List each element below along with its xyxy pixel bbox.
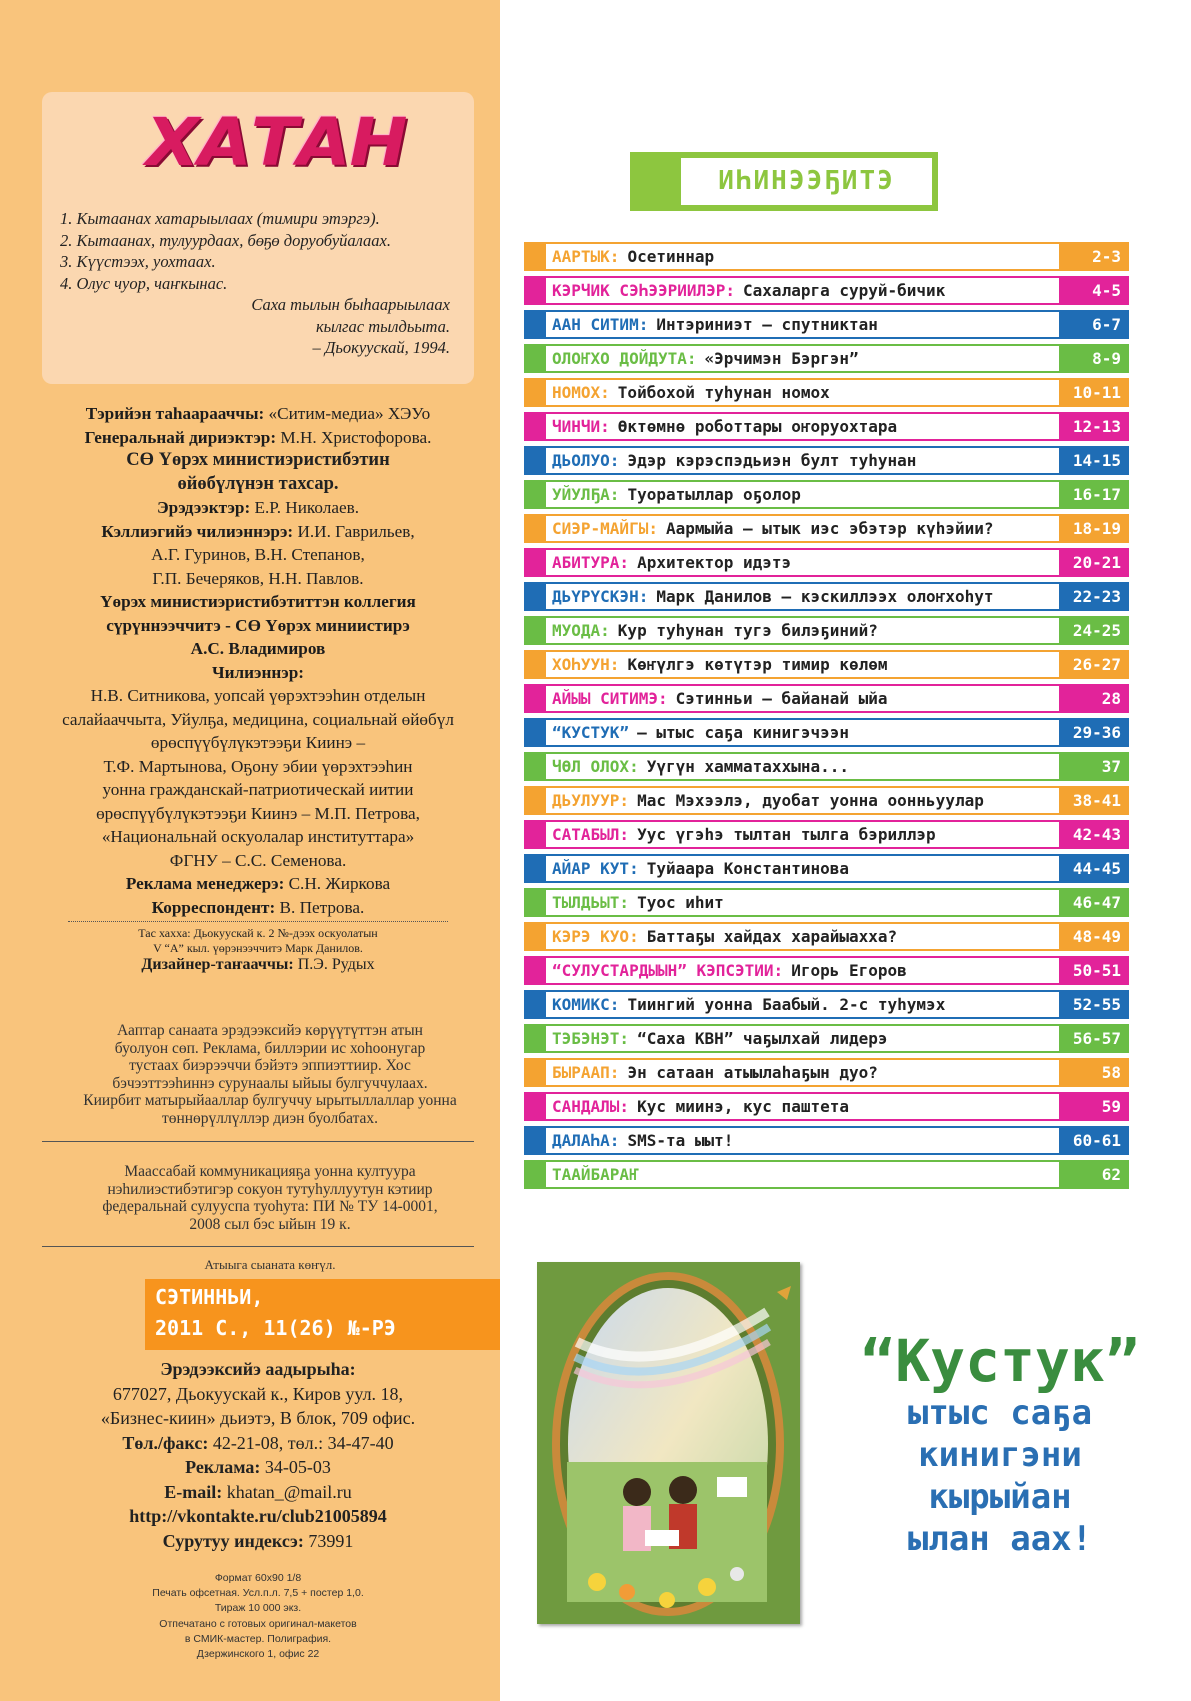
toc-section: ДАЛАҺА:	[552, 1131, 620, 1150]
toc-title: Туос иһит	[637, 893, 724, 912]
toc-row[interactable]	[524, 786, 1129, 815]
cover-note: Тас хахха: Дьокуускай к. 2 №-дээх оскуолатын	[138, 926, 378, 940]
print-imprint	[42, 1571, 474, 1662]
disclaimer-line: Киирбит матырыйааллар булгуччу ырытыллаллар уонна	[83, 1092, 457, 1109]
support-line: өйөбүлүнэн тахсар.	[177, 473, 339, 494]
toc-row[interactable]	[524, 650, 1129, 679]
toc-row[interactable]	[524, 446, 1129, 475]
table-of-contents	[524, 242, 1129, 1194]
toc-heading: ИҺИНЭЭҔИТЭ	[718, 166, 895, 196]
toc-row[interactable]	[524, 616, 1129, 645]
booklet-cover-image	[537, 1262, 800, 1624]
toc-row[interactable]	[524, 990, 1129, 1019]
toc-section: ТААЙБАРАҤ	[552, 1165, 639, 1184]
toc-title: “Саха КВН” чаҕылхай лидерэ	[637, 1029, 888, 1048]
promo-line: ылан аах!	[907, 1519, 1093, 1559]
disclaimer	[60, 1022, 480, 1127]
toc-pages: 50-51	[1059, 956, 1129, 985]
members-line: уонна гражданскай-патриотическай иитии	[102, 780, 414, 799]
dictionary-source: – Дьокуускай, 1994.	[312, 338, 450, 357]
definition: 1. Кытаанах хатарыылаах (тимири этэргэ).	[60, 209, 380, 228]
imprint-line: Формат 60х90 1/8	[214, 1572, 302, 1584]
staff-credits	[42, 402, 474, 975]
toc-section: ДЬОЛУО:	[552, 451, 620, 470]
imprint-line: Дзержинского 1, офис 22	[196, 1648, 320, 1661]
toc-title: Өктөмнө роботтары оҥоруохтара	[617, 417, 898, 436]
toc-section: САТАБЫЛ:	[552, 825, 630, 844]
toc-row[interactable]	[524, 480, 1129, 509]
toc-row[interactable]	[524, 752, 1129, 781]
toc-pages: 52-55	[1059, 990, 1129, 1019]
toc-section: БЫРААП:	[552, 1063, 620, 1082]
college-label: Кэллиэгийэ чилиэннэрэ:	[101, 521, 294, 541]
toc-pages: 62	[1059, 1160, 1129, 1189]
logo-box	[42, 92, 474, 384]
correspondent-value: В. Петрова.	[279, 897, 365, 917]
toc-row[interactable]	[524, 548, 1129, 577]
toc-row[interactable]	[524, 1024, 1129, 1053]
toc-pages: 38-41	[1059, 786, 1129, 815]
registration-line: 2008 сыл бэс ыйын 19 к.	[189, 1215, 351, 1233]
toc-pages: 16-17	[1059, 480, 1129, 509]
college-members: И.И. Гаврильев,	[297, 521, 415, 541]
toc-section: МУОДА:	[552, 621, 610, 640]
vk-link[interactable]: http://vkontakte.ru/club21005894	[129, 1506, 387, 1526]
imprint-line: Печать офсетная. Усл.п.л. 7,5 + постер 1,0.	[152, 1587, 364, 1600]
dotted-divider	[68, 921, 448, 922]
promo-line: кырыйан	[928, 1477, 1072, 1517]
toc-title: Кур туһунан тугэ билэҕиний?	[617, 621, 878, 640]
ads-manager-label: Реклама менеджерэ:	[125, 874, 285, 893]
toc-row[interactable]	[524, 276, 1129, 305]
toc-title: Баттаҕы хайдах харайыахха?	[646, 927, 898, 946]
promo-title: “Кустук”	[860, 1327, 1140, 1395]
editor-label: Эрэдээктэр:	[156, 498, 251, 517]
toc-section: ЧӨЛ ОЛОХ:	[552, 757, 639, 776]
toc-title: Уус үгэһэ тылтан тылга бэриллэр	[637, 825, 936, 844]
toc-pages: 60-61	[1059, 1126, 1129, 1155]
toc-section: ДЬУЛУУР:	[552, 791, 630, 810]
members-line: өрөспүүбүлүкэтээҕи Киинэ – М.П. Петрова,	[96, 803, 420, 823]
email-label: E-mail:	[164, 1481, 223, 1502]
toc-row[interactable]	[524, 888, 1129, 917]
toc-title: Тиингий уонна Баабый. 2-с туһумэх	[627, 995, 946, 1014]
toc-section: ТЭБЭНЭТ:	[552, 1029, 630, 1048]
index-value: 73991	[308, 1530, 354, 1551]
members-line: Н.В. Ситникова, уопсай үөрэхтээһин отделын	[90, 686, 426, 705]
toc-section: КЭРЭ КУО:	[552, 927, 639, 946]
toc-section: АБИТУРА:	[552, 553, 630, 572]
members-line: ФГНУ – С.С. Семенова.	[169, 850, 347, 870]
disclaimer-line: бэчээттээһиннэ сурунаалы ыйыы булгуччулаах.	[112, 1074, 428, 1092]
registration-line: федеральнай сулууспа туоһута: ПИ № ТУ 14-0001,	[102, 1198, 438, 1215]
registration-line: нэһилиэстибэтигэр сокуон тутуһуллуутун кэтиир	[107, 1180, 433, 1198]
toc-section: САНДАЛЫ:	[552, 1097, 630, 1116]
toc-pages: 12-13	[1059, 412, 1129, 441]
toc-pages: 24-25	[1059, 616, 1129, 645]
dictionary-source: Саха тылын быһаарыылаах	[251, 295, 450, 314]
toc-title: Аармыйа — ытык иэс эбэтэр күһэйии?	[665, 519, 994, 538]
toc-pages: 59	[1059, 1092, 1129, 1121]
toc-pages: 58	[1059, 1058, 1129, 1087]
toc-title: Мас Мэхээлэ, дуобат уонна оонньуулар	[637, 791, 984, 810]
chair-line: А.С. Владимиров	[190, 639, 326, 658]
phone-label: Төл./факс:	[122, 1432, 209, 1453]
ads-manager-value: С.Н. Жиркова	[288, 874, 391, 893]
founder-value: «Ситим-медиа» ХЭУо	[268, 404, 431, 423]
toc-pages: 46-47	[1059, 888, 1129, 917]
toc-title: Көҥүлгэ көтүтэр тимир көлөм	[627, 655, 888, 674]
toc-section: “КУСТУК”	[552, 723, 630, 742]
toc-title: Архитектор идэтэ	[637, 553, 792, 572]
toc-row[interactable]	[524, 514, 1129, 543]
toc-pages: 42-43	[1059, 820, 1129, 849]
disclaimer-line: тустаах биэрээччи бэйэтэ эппиэттиир. Хос	[129, 1057, 411, 1074]
age-note: Атыыга сыаната көҥүл.	[204, 1257, 336, 1272]
issue-month: СЭТИННЬИ,	[155, 1285, 264, 1309]
cover-note: V “А” кыл. үөрэнээччитэ Марк Данилов.	[153, 940, 363, 955]
toc-row[interactable]	[524, 922, 1129, 951]
toc-title: Кус миинэ, кус паштета	[637, 1097, 849, 1116]
toc-title: Осетиннар	[627, 247, 715, 266]
toc-section: ОЛОҤХО ДОЙДУТА:	[552, 349, 697, 368]
disclaimer-line: төннөрүллүллэр диэн буолбатах.	[161, 1109, 379, 1127]
disclaimer-line: Ааптар санаата эрэдээксийэ көрүүтүттэн атын	[117, 1022, 423, 1039]
toc-row[interactable]	[524, 684, 1129, 713]
toc-title: Уүгүн хамматаххына...	[646, 757, 849, 776]
toc-pages: 4-5	[1059, 276, 1129, 305]
toc-title: Туоратыллар оҕолор	[627, 485, 801, 504]
toc-title: Эн сатаан атыылаһаҕын дуо?	[627, 1063, 878, 1082]
divider	[42, 1141, 474, 1142]
toc-title: — ытыс саҕа кинигэчээн	[637, 723, 849, 742]
toc-title: Эдэр кэрэспэдьиэн булт туһунан	[627, 451, 917, 470]
toc-title: Игорь Егоров	[791, 961, 907, 980]
toc-title: Сэтинньи — байанай ыйа	[675, 689, 888, 708]
toc-pages: 48-49	[1059, 922, 1129, 951]
toc-pages: 14-15	[1059, 446, 1129, 475]
toc-row[interactable]	[524, 344, 1129, 373]
toc-pages: 22-23	[1059, 582, 1129, 611]
index-label: Сурутуу индексэ:	[162, 1530, 304, 1551]
ad-phone-value: 34-05-03	[264, 1457, 331, 1477]
magazine-logo: ХАТАН	[145, 104, 407, 181]
director-label: Генеральнай дириэктэр:	[84, 427, 277, 447]
toc-row[interactable]	[524, 378, 1129, 407]
toc-row[interactable]	[524, 412, 1129, 441]
toc-section: СИЭР-МАЙГЫ:	[552, 519, 658, 538]
college-members: А.Г. Гуринов, В.Н. Степанов,	[151, 545, 365, 564]
kustuk-promo	[850, 1327, 1150, 1560]
ad-phone-label: Реклама:	[185, 1457, 261, 1477]
address-heading: Эрэдээксийэ аадырыһа:	[160, 1359, 356, 1379]
toc-row[interactable]	[524, 242, 1129, 271]
toc-row[interactable]	[524, 1126, 1129, 1155]
toc-pages: 2-3	[1059, 242, 1129, 271]
cover-illustration	[537, 1262, 800, 1624]
imprint-line: Отпечатано с готовых оригинал-макетов	[159, 1617, 357, 1630]
director-value: М.Н. Христофорова.	[280, 427, 432, 447]
toc-section: АЙЫЫ СИТИМЭ:	[552, 689, 668, 708]
toc-section: ТЫЛДЬЫТ:	[552, 893, 630, 912]
imprint-line: в СМИК-мастер. Полиграфия.	[184, 1632, 332, 1645]
email-link[interactable]: khatan_@mail.ru	[226, 1481, 352, 1502]
address-line: «Бизнес-киин» дьиэтэ, В блок, 709 офис.	[100, 1408, 416, 1428]
toc-section: ХОҺУУН:	[552, 655, 620, 674]
dictionary-source: кылгас тылдьыта.	[315, 316, 450, 336]
toc-title: Сахаларга суруй-бичик	[743, 281, 946, 300]
toc-heading-box	[630, 152, 938, 211]
word-definitions	[60, 208, 460, 359]
issue-number: 2011 С., 11(26) №-РЭ	[155, 1316, 396, 1340]
toc-row[interactable]	[524, 854, 1129, 883]
members-label: Чилиэннэр:	[211, 662, 304, 682]
promo-line: кинигэни	[918, 1435, 1082, 1475]
toc-title: Тойбохой туһунан номох	[617, 383, 830, 402]
toc-row[interactable]	[524, 1092, 1129, 1121]
toc-pages: 8-9	[1059, 344, 1129, 373]
toc-pages: 28	[1059, 684, 1129, 713]
address-line: 677027, Дьокуускай к., Киров уул. 18,	[112, 1383, 404, 1404]
definition: 2. Кытаанах, тулуурдаах, бөҕө доруобуйалаах.	[60, 230, 391, 250]
issue-banner	[145, 1279, 500, 1350]
toc-pages: 44-45	[1059, 854, 1129, 883]
toc-row[interactable]	[524, 718, 1129, 747]
divider	[42, 1246, 474, 1247]
members-line: Т.Ф. Мартынова, Оҕону эбии үөрэхтээһин	[103, 756, 413, 776]
editor-value: Е.Р. Николаев.	[254, 498, 359, 517]
support-line: СӨ Үөрэх министиэристибэтин	[126, 450, 390, 470]
phone-value: 42-21-08, төл.: 34-47-40	[212, 1432, 394, 1453]
toc-title: Марк Данилов — кэскиллээх олоҥхоһут	[656, 587, 994, 606]
toc-pages: 56-57	[1059, 1024, 1129, 1053]
toc-title: Интэриниэт — спутниктан	[656, 315, 878, 334]
toc-section: ДЬҮРҮСКЭН:	[552, 587, 649, 606]
chair-line: сүрүннээччитэ - СӨ Үөрэх миниистирэ	[106, 615, 410, 635]
members-line: өрөспүүбүлүкэтээҕи Киинэ –	[150, 733, 366, 752]
toc-pages: 26-27	[1059, 650, 1129, 679]
imprint-line: Тираж 10 000 экз.	[214, 1602, 302, 1615]
toc-pages: 37	[1059, 752, 1129, 781]
toc-section: “СУЛУСТАРДЫЫН” КЭПСЭТИИ:	[552, 961, 784, 980]
toc-pages: 6-7	[1059, 310, 1129, 339]
registration-info	[60, 1163, 480, 1233]
toc-row[interactable]	[524, 956, 1129, 985]
members-line: салайааччыта, Уйулҕа, медицина, социальнай өйөбүл	[62, 709, 454, 729]
toc-pages: 18-19	[1059, 514, 1129, 543]
toc-title: Туйаара Константинова	[646, 859, 849, 878]
editorial-address	[42, 1357, 474, 1553]
designer-value: П.Э. Рудых	[297, 956, 375, 973]
toc-section: ЧИНЧИ:	[552, 417, 610, 436]
toc-section: НОМОХ:	[552, 383, 610, 402]
definition: 3. Күүстээх, уохтаах.	[60, 252, 216, 271]
members-line: «Национальнай оскуолалар институттара»	[101, 827, 415, 846]
definition: 4. Олус чуор, чаҥкынас.	[60, 273, 228, 293]
toc-section: ААН СИТИМ:	[552, 315, 649, 334]
toc-section: КОМИКС:	[552, 995, 620, 1014]
correspondent-label: Корреспондент:	[151, 897, 276, 917]
toc-section: ААРТЫК:	[552, 247, 620, 266]
founder-label: Тэрийэн таһаарааччы:	[85, 404, 265, 423]
toc-title: «Эрчимэн Бэргэн”	[704, 349, 859, 368]
disclaimer-line: буолуон сөп. Реклама, биллэрии ис хоһоонугар	[114, 1039, 426, 1057]
designer-label: Дизайнер-таҥааччы:	[141, 956, 294, 973]
promo-line: ытыс саҕа	[907, 1393, 1093, 1433]
toc-row[interactable]	[524, 1058, 1129, 1087]
toc-row[interactable]	[524, 1160, 1129, 1189]
toc-section: АЙАР КУТ:	[552, 859, 639, 878]
toc-section: КЭРЧИК СЭҺЭЭРИИЛЭР:	[552, 281, 736, 300]
toc-title: SMS-та ыыт!	[627, 1131, 734, 1150]
toc-row[interactable]	[524, 820, 1129, 849]
toc-row[interactable]	[524, 582, 1129, 611]
toc-pages: 20-21	[1059, 548, 1129, 577]
toc-pages: 29-36	[1059, 718, 1129, 747]
toc-row[interactable]	[524, 310, 1129, 339]
toc-pages: 10-11	[1059, 378, 1129, 407]
college-members: Г.П. Бечеряков, Н.Н. Павлов.	[152, 568, 364, 588]
registration-line: Маассабай коммуникацияҕа уонна култуура	[124, 1163, 416, 1180]
toc-section: УЙУЛҔА:	[552, 485, 620, 504]
chair-line: Үөрэх министиэристибэтиттэн коллегия	[100, 592, 416, 611]
